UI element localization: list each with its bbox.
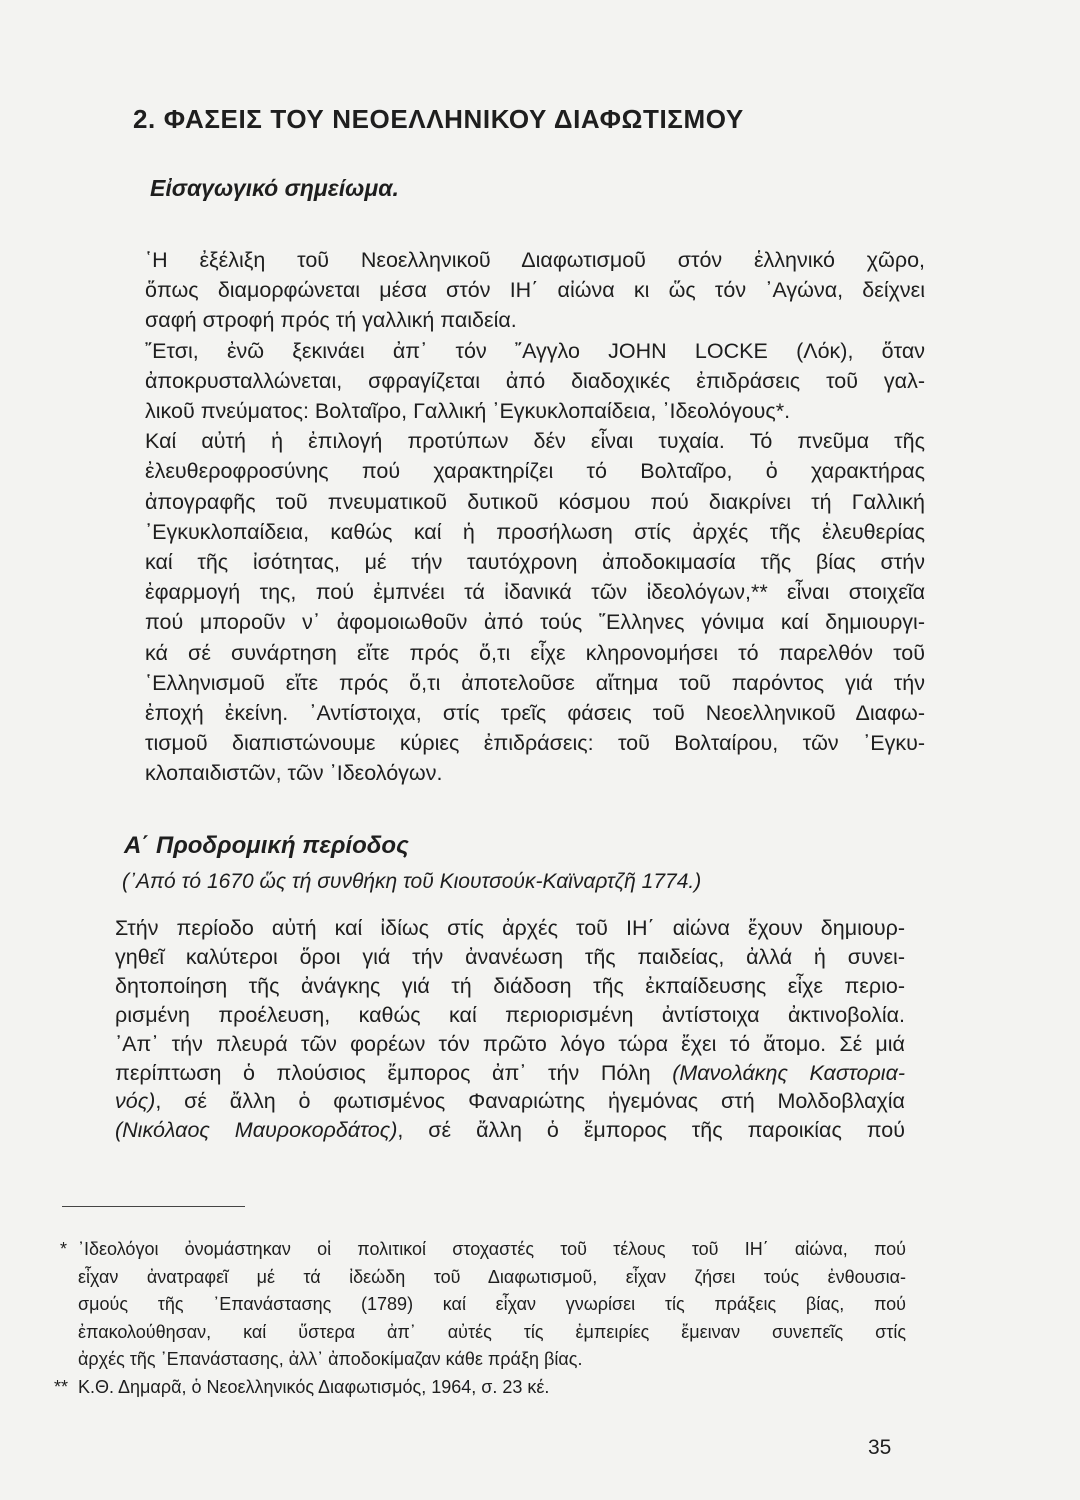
- text-line: [115, 1059, 905, 1088]
- text-line: κά σέ συνάρτηση εἴτε πρός ὅ,τι εἶχε κληρονομήσει τό παρελθόν τοῦ: [145, 640, 925, 665]
- footnote-divider: [62, 1206, 245, 1207]
- text-line: γηθεῖ καλύτεροι ὅροι γιά τήν ἀνανέωση τῆς παιδείας, ἀλλά ἡ συνει-: [115, 944, 905, 969]
- text-line: [115, 1116, 905, 1145]
- text-line: ἀποκρυσταλλώνεται, σφραγίζεται ἀπό διαδοχικές ἐπιδράσεις τοῦ γαλ-: [145, 368, 925, 393]
- text-segment: ᾿Ιδεολόγοι ὀνομάστηκαν οἱ πολιτικοί στοχαστές τοῦ τέλους τοῦ ΙΗ΄ αἰώνα, πού: [78, 1239, 906, 1259]
- text-line: [115, 1087, 905, 1116]
- italic-name: νός): [115, 1089, 156, 1114]
- footnote-line: σμούς τῆς ᾿Επανάστασης (1789) καί εἶχαν γνωρίσει τίς πράξεις βίας, πού: [78, 1294, 906, 1314]
- intro-body: [145, 245, 925, 789]
- text-line: ρισμένη προέλευση, καθώς καί περιορισμένη ἀντίστοιχα ἀκτινοβολία.: [115, 1002, 905, 1027]
- text-segment: Κ.Θ. Δημαρᾶ, ὁ Νεοελληνικός Διαφωτισμός, 1964, σ. 23 κέ.: [78, 1376, 550, 1397]
- footnote-line: [54, 1374, 906, 1402]
- footnote-line: εἶχαν ἀνατραφεῖ μέ τά ἰδεώδη τοῦ Διαφωτισμοῦ, εἶχαν ζήσει τούς ἐνθουσια-: [78, 1266, 906, 1287]
- italic-name: (Μανολάκης Καστορια-: [672, 1060, 905, 1085]
- chapter-title: 2. ΦΑΣΕΙΣ ΤΟΥ ΝΕΟΕΛΛΗΝΙΚΟΥ ΔΙΑΦΩΤΙΣΜΟΥ: [133, 104, 744, 134]
- text-segment: , σέ ἄλλη ὁ φωτισμένος Φαναριώτης ἡγεμόνας στή Μολδοβλαχία: [155, 1089, 905, 1114]
- text-line: Καί αὐτή ἡ ἐπιλογή προτύπων δέν εἶναι τυχαία. Τό πνεῦμα τῆς: [145, 429, 925, 454]
- section-body: [115, 914, 905, 1145]
- italic-name: (Νικόλαος Μαυροκορδάτος): [115, 1118, 398, 1143]
- text-line: ἀπογραφῆς τοῦ πνευματικοῦ δυτικοῦ κόσμου πού διακρίνει τή Γαλλική: [145, 489, 925, 514]
- text-line: ἐφαρμογή της, πού ἐμπνέει τά ἰδανικά τῶν ἰδεολόγων,** εἶναι στοιχεῖα: [145, 580, 925, 605]
- text-line: τισμοῦ διαπιστώνουμε κύριες ἐπιδράσεις: τοῦ Βολταίρου, τῶν ᾿Εγκυ-: [145, 731, 925, 756]
- text-line: ὅπως διαμορφώνεται μέσα στόν ΙΗ΄ αἰώνα κι ὥς τόν ᾿Αγώνα, δείχνει: [145, 278, 925, 303]
- footnote-marker: **: [54, 1376, 69, 1397]
- footnotes: [54, 1236, 906, 1401]
- footnote-marker: *: [60, 1239, 68, 1259]
- text-line: ῎Ετσι, ἐνῶ ξεκινάει ἀπ᾿ τόν ῎Αγγλο JOHN LOCKE (Λόκ), ὅταν: [145, 338, 925, 363]
- text-line: καί τῆς ἰσότητας, μέ τήν ταυτόχρονη ἀποδοκιμασία τῆς βίας στήν: [145, 550, 925, 575]
- text-line: ῾Η ἐξέλιξη τοῦ Νεοελληνικοῦ Διαφωτισμοῦ στόν ἑλληνικό χῶρο,: [145, 248, 925, 272]
- footnote-line: ἀρχές τῆς ᾿Επανάστασης, ἀλλ᾿ ἀποδοκίμαζαν κάθε πράξη βίας.: [78, 1349, 583, 1369]
- text-line: ῾Ελληνισμοῦ εἴτε πρός ὅ,τι ἀποτελοῦσε αἴτημα τοῦ παρόντος γιά τήν: [145, 670, 925, 695]
- text-line: ἐλευθεροφροσύνης πού χαρακτηρίζει τό Βολταῖρο, ὁ χαρακτήρας: [145, 459, 925, 484]
- text-line: πού μποροῦν ν᾿ ἀφομοιωθοῦν ἀπό τούς ῞Ελληνες γόνιμα καί δημιουργι-: [145, 610, 925, 635]
- section-heading: Α΄ Προδρομική περίοδος: [124, 832, 409, 859]
- text-line: δητοποίηση τῆς ἀνάγκης γιά τή διάδοση τῆς ἐκπαίδευσης εἶχε περιο-: [115, 973, 905, 998]
- text-line: ᾿Εγκυκλοπαίδεια, καθώς καί ἡ προσήλωση στίς ἀρχές τῆς ἐλευθερίας: [145, 519, 925, 544]
- page-number: 35: [868, 1436, 892, 1459]
- text-segment: , σέ ἄλλη ὁ ἔμπορος τῆς παροικίας πού: [397, 1118, 905, 1143]
- text-line: ἐποχή ἐκείνη. ᾿Αντίστοιχα, στίς τρεῖς φάσεις τοῦ Νεοελληνικοῦ Διαφω-: [145, 701, 925, 726]
- text-line: λικοῦ πνεύματος: Βολταῖρο, Γαλλική ᾿Εγκυκλοπαίδεια, ᾿Ιδεολόγους*.: [145, 399, 791, 424]
- text-line: σαφή στροφή πρός τή γαλλική παιδεία.: [145, 308, 517, 333]
- footnote-line: ἐπακολούθησαν, καί ὕστερα ἀπ᾿ αὐτές τίς ἐμπειρίες ἔμειναν συνεπεῖς στίς: [78, 1321, 906, 1342]
- intro-heading: Εἰσαγωγικό σημείωμα.: [150, 175, 399, 201]
- text-line: κλοπαιδιστῶν, τῶν ᾿Ιδεολόγων.: [145, 761, 443, 786]
- section-subheading: (᾿Από τό 1670 ὥς τή συνθήκη τοῦ Κιουτσούκ-Καϊναρτζῆ 1774.): [122, 870, 702, 893]
- text-line: Στήν περίοδο αὐτή καί ἰδίως στίς ἀρχές τοῦ ΙΗ΄ αἰώνα ἔχουν δημιουρ-: [115, 916, 905, 940]
- footnote-line: [60, 1236, 906, 1264]
- text-segment: περίπτωση ὁ πλούσιος ἔμπορος ἀπ᾿ τήν Πόλη: [115, 1060, 651, 1085]
- text-line: ᾿Απ᾿ τήν πλευρά τῶν φορέων τόν πρῶτο λόγο τώρα ἔχει τό ἄτομο. Σέ μιά: [115, 1031, 905, 1056]
